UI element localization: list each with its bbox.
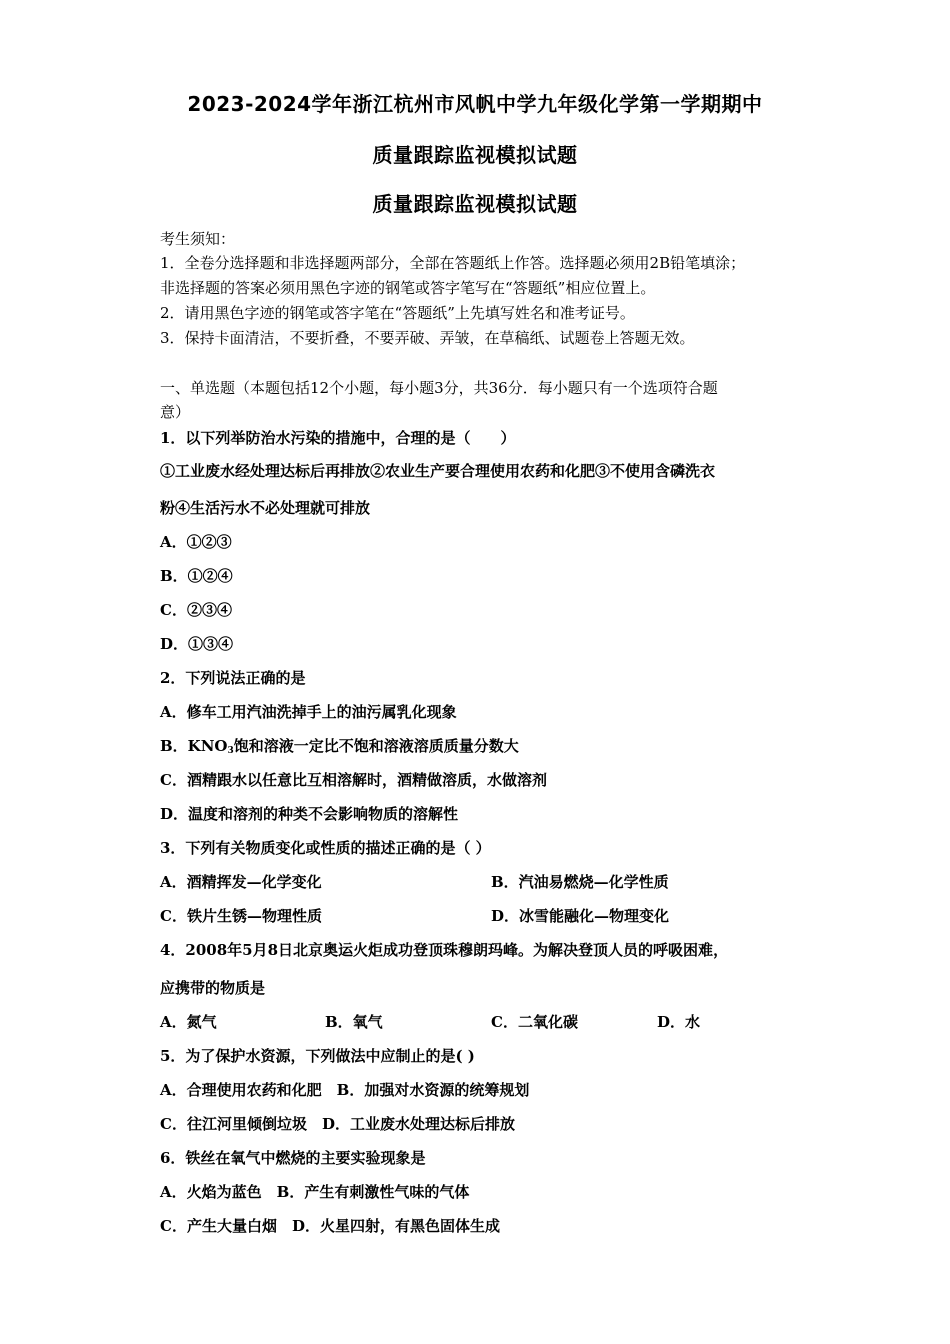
- q4-option-b: B．氧气: [325, 1013, 383, 1031]
- notice-item-2: 2．请用黑色字迹的钢笔或答字笔在“答题纸”上先填写姓名和准考证号。: [160, 304, 635, 322]
- exam-title-line1: 2023-2024学年浙江杭州市风帆中学九年级化学第一学期期中: [187, 92, 763, 116]
- q4-stem-b: 应携带的物质是: [160, 979, 266, 997]
- q1-option-d: D．①③④: [160, 635, 234, 653]
- q2-option-b-pre: B．KNO: [160, 737, 228, 755]
- q2-option-a: A．修车工用汽油洗掉手上的油污属乳化现象: [160, 703, 457, 721]
- q5-options-cd: C．往江河里倾倒垃圾 D．工业废水处理达标后排放: [160, 1115, 515, 1133]
- q2-option-b-sub: 3: [227, 746, 234, 756]
- q2-option-b-post: 饱和溶液一定比不饱和溶液溶质质量分数大: [233, 737, 519, 755]
- notice-item-3: 3．保持卡面清洁，不要折叠，不要弄破、弄皱，在草稿纸、试题卷上答题无效。: [160, 329, 695, 347]
- section-heading-b: 意）: [160, 403, 191, 421]
- q2-stem: 2．下列说法正确的是: [160, 669, 306, 687]
- notice-item-1b: 非选择题的答案必须用黑色字迹的钢笔或答字笔写在“答题纸”相应位置上。: [160, 279, 656, 297]
- q5-options-ab: A．合理使用农药和化肥 B．加强对水资源的统筹规划: [160, 1081, 530, 1099]
- q1-option-c: C．②③④: [160, 601, 232, 619]
- q2-option-d: D．温度和溶剂的种类不会影响物质的溶解性: [160, 805, 459, 823]
- q2-option-b: [160, 735, 519, 756]
- q1-desc-b: 粉④生活污水不必处理就可排放: [160, 499, 371, 517]
- q4-option-c: C．二氧化碳: [491, 1013, 578, 1031]
- q2-option-c: C．酒精跟水以任意比互相溶解时，酒精做溶质，水做溶剂: [160, 771, 547, 789]
- section-heading-a: 一、单选题（本题包括12个小题，每小题3分，共36分．每小题只有一个选项符合题: [160, 379, 718, 397]
- q1-desc-a: ①工业废水经处理达标后再排放②农业生产要合理使用农药和化肥③不使用含磷洗衣: [160, 462, 716, 480]
- q5-stem: 5．为了保护水资源，下列做法中应制止的是( ): [160, 1047, 475, 1065]
- q1-stem: 1．以下列举防治水污染的措施中，合理的是（ ）: [160, 429, 516, 447]
- notice-heading: 考生须知：: [160, 230, 236, 248]
- q6-options-cd: C．产生大量白烟 D．火星四射，有黑色固体生成: [160, 1217, 500, 1235]
- q3-option-a: A．酒精挥发—化学变化: [160, 873, 322, 891]
- q3-stem: 3．下列有关物质变化或性质的描述正确的是（ ）: [160, 839, 491, 857]
- q3-option-b: B．汽油易燃烧—化学性质: [491, 873, 669, 891]
- notice-item-1a: 1．全卷分选择题和非选择题两部分，全部在答题纸上作答。选择题必须用2B铅笔填涂；: [160, 254, 746, 272]
- q4-stem-a: 4．2008年5月8日北京奥运火炬成功登顶珠穆朗玛峰。为解决登顶人员的呼吸困难，: [160, 941, 729, 959]
- q3-option-c: C．铁片生锈—物理性质: [160, 907, 322, 925]
- q4-option-a: A．氮气: [160, 1013, 217, 1031]
- q6-stem: 6．铁丝在氧气中燃烧的主要实验现象是: [160, 1149, 426, 1167]
- exam-title-line3: 质量跟踪监视模拟试题: [372, 192, 578, 216]
- exam-title-line2: 质量跟踪监视模拟试题: [372, 143, 578, 167]
- q1-option-b: B．①②④: [160, 567, 233, 585]
- q4-option-d: D．水: [657, 1013, 701, 1031]
- q1-option-a: A．①②③: [160, 533, 232, 551]
- q3-option-d: D．冰雪能融化—物理变化: [491, 907, 670, 925]
- q6-options-ab: A．火焰为蓝色 B．产生有刺激性气味的气体: [160, 1183, 470, 1201]
